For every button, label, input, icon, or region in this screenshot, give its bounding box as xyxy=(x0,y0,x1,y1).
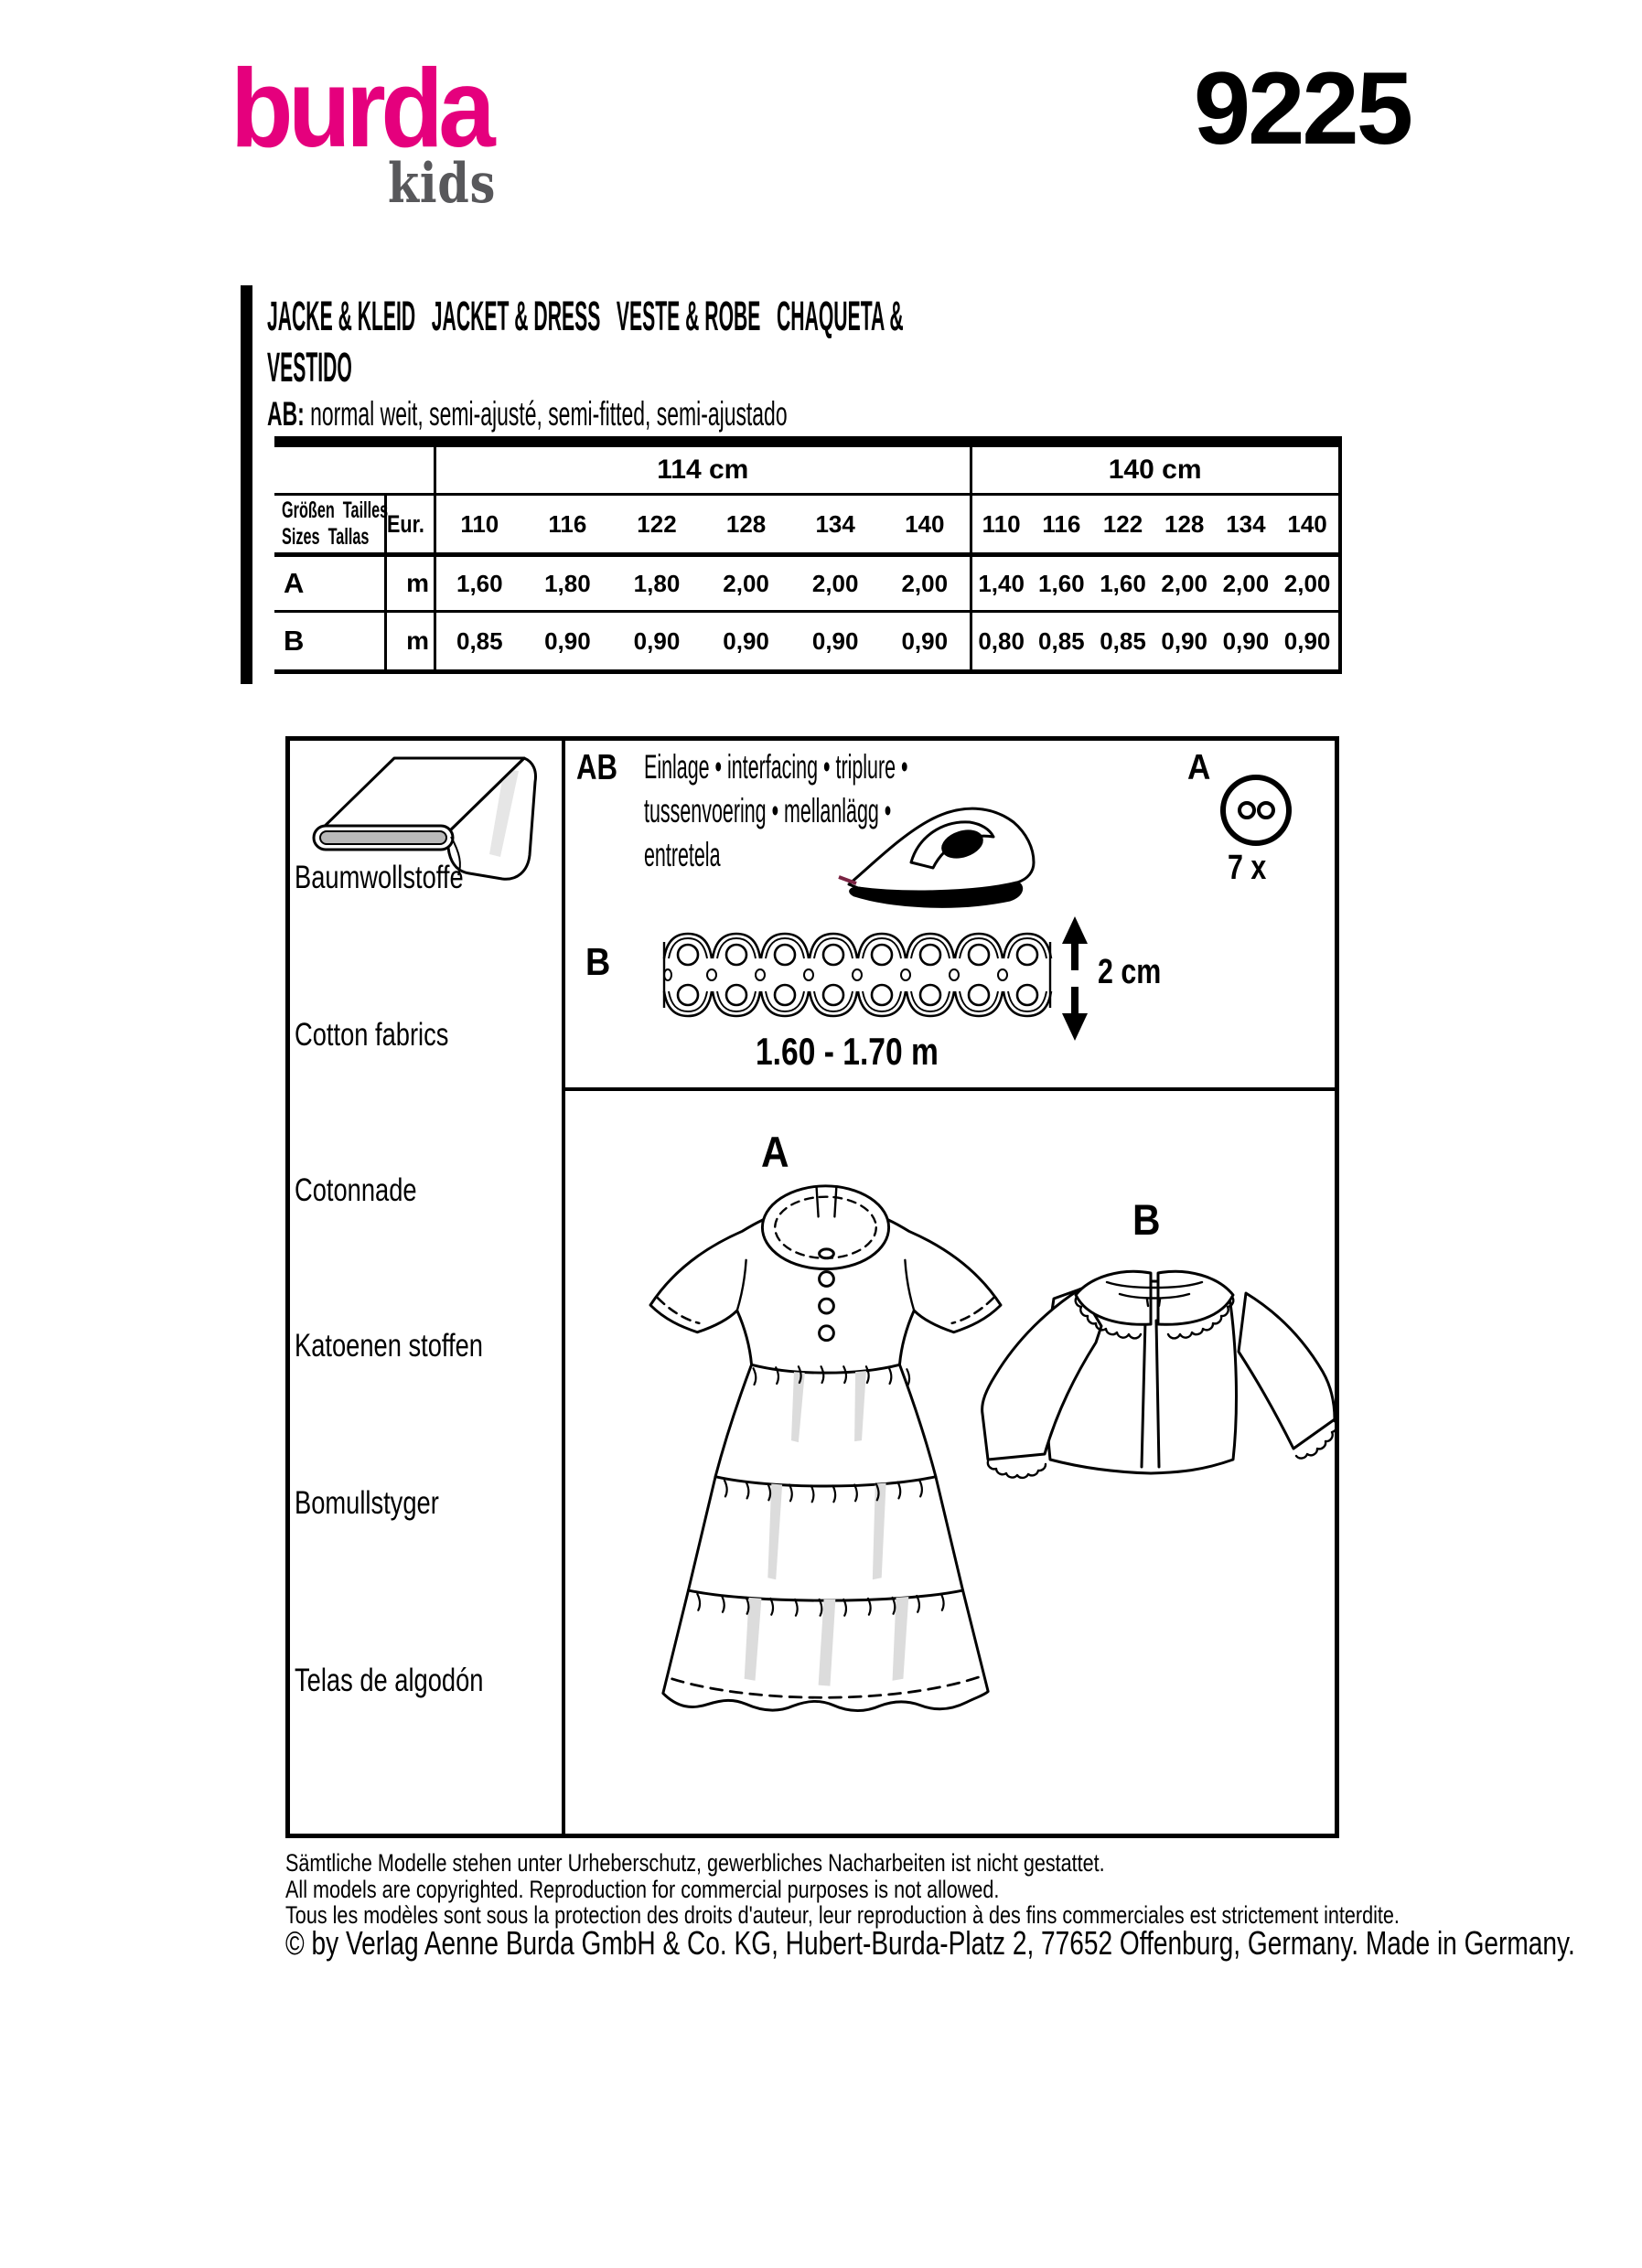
row-label-A: A xyxy=(274,557,384,613)
interfacing-text-line2: tussenvoering • mellanlägg • xyxy=(644,792,892,829)
button-icon xyxy=(1217,771,1295,850)
yardage-cell: 0,90 xyxy=(901,626,949,655)
yardage-cell: 1,60 xyxy=(1031,557,1092,613)
yardage-cell: 0,85 xyxy=(1100,626,1146,655)
fit-description xyxy=(267,395,1106,433)
material-label-en: Cotton fabrics xyxy=(295,1017,449,1053)
width-group-140: 140 cm xyxy=(970,447,1338,496)
material-label-de: Baumwollstoffe xyxy=(295,860,464,895)
box-vertical-divider xyxy=(562,741,565,1834)
trim-length: 1.60 - 1.70 m xyxy=(756,1030,939,1073)
interfacing-text-line3: entretela xyxy=(644,836,721,873)
iron-icon xyxy=(834,782,1054,924)
copyright-line-de: Sämtliche Modelle stehen unter Urheberschutz, gewerbliches Nacharbeiten ist nicht gestattet. xyxy=(285,1849,1105,1877)
jacket-drawing xyxy=(957,1236,1336,1507)
yardage-cell: 1,60 xyxy=(434,557,523,613)
unit-cell: m xyxy=(384,613,434,669)
size-col: 122 xyxy=(1092,496,1154,557)
box-horizontal-divider xyxy=(562,1087,1335,1091)
eur-header-cell: Eur. xyxy=(384,496,434,557)
size-col: 134 xyxy=(790,496,880,557)
garment-title-line2: VESTIDO xyxy=(267,344,352,390)
trim-width: 2 cm xyxy=(1098,953,1162,991)
material-label-nl: Katoenen stoffen xyxy=(295,1328,483,1364)
yardage-cell: 2,00 xyxy=(1215,557,1276,613)
kids-logo: kids xyxy=(388,152,497,216)
copyright-line-fr: Tous les modèles sont sous la protection des droits d'auteur, leur reproduction à des fins commerciales est strictement interdite. xyxy=(285,1901,1400,1929)
pattern-number: 9225 xyxy=(1193,51,1411,166)
lace-trim-icon xyxy=(660,931,1054,1019)
size-col: 128 xyxy=(1154,496,1215,557)
burda-logo: burda xyxy=(231,46,491,170)
size-col: 128 xyxy=(702,496,791,557)
interfacing-views-label: AB xyxy=(576,748,618,787)
yardage-cell: 2,00 xyxy=(1154,557,1215,613)
yardage-cell: 2,00 xyxy=(1277,557,1338,613)
table-top-bar xyxy=(274,436,1342,447)
yardage-cell: 0,90 xyxy=(544,626,591,655)
material-label-fr: Cotonnade xyxy=(295,1172,417,1208)
jacket-view-label: B xyxy=(1132,1195,1161,1244)
size-col: 140 xyxy=(880,496,970,557)
yardage-cell: 2,00 xyxy=(880,557,970,613)
yardage-cell: 1,60 xyxy=(1092,557,1154,613)
yardage-cell: 0,90 xyxy=(1161,626,1208,655)
unit-cell: m xyxy=(384,557,434,613)
size-col: 110 xyxy=(970,496,1031,557)
table-corner-cell xyxy=(274,447,434,496)
dress-view-label: A xyxy=(761,1128,789,1176)
material-label-es: Telas de algodón xyxy=(295,1663,484,1698)
size-col: 110 xyxy=(434,496,523,557)
yardage-cell: 2,00 xyxy=(790,557,880,613)
yardage-cell: 0,90 xyxy=(723,626,769,655)
yardage-cell: 1,80 xyxy=(612,557,702,613)
publisher-line: © by Verlag Aenne Burda GmbH & Co. KG, Hubert-Burda-Platz 2, 77652 Offenburg, Germany. Made in Germany. xyxy=(285,1924,1575,1962)
sizes-header-cell: Größen Tailles Sizes Tallas xyxy=(274,496,384,557)
width-group-114: 114 cm xyxy=(434,447,970,496)
interfacing-text-line1: Einlage • interfacing • triplure • xyxy=(644,748,908,786)
arrow-vertical-icon xyxy=(1059,915,1090,1043)
fit-views-label: AB: xyxy=(267,395,305,433)
garment-title-line1: JACKE & KLEID JACKET & DRESS VESTE & ROBE CHAQUETA & xyxy=(267,293,904,339)
yardage-cell: 1,40 xyxy=(970,557,1031,613)
material-label-sv: Bomullstyger xyxy=(295,1485,439,1521)
yardage-cell: 0,90 xyxy=(1283,626,1331,655)
button-view-label: A xyxy=(1187,748,1211,787)
yardage-cell: 0,85 xyxy=(1038,626,1085,655)
yardage-cell: 0,80 xyxy=(970,613,1031,669)
size-col: 134 xyxy=(1215,496,1276,557)
yardage-cell: 0,85 xyxy=(434,613,523,669)
fit-text: normal weit, semi-ajusté, semi-fitted, semi-ajustado xyxy=(304,395,788,433)
size-col: 140 xyxy=(1277,496,1338,557)
yardage-cell: 0,90 xyxy=(1222,626,1270,655)
yardage-cell: 2,00 xyxy=(702,557,791,613)
yardage-cell: 0,90 xyxy=(633,626,681,655)
size-col: 122 xyxy=(612,496,702,557)
yardage-cell: 1,80 xyxy=(523,557,613,613)
trim-view-label: B xyxy=(585,940,611,983)
title-accent-bar xyxy=(241,285,252,684)
size-col: 116 xyxy=(1031,496,1092,557)
row-label-B: B xyxy=(284,625,305,657)
yardage-cell: 0,90 xyxy=(811,626,859,655)
button-count: 7 x xyxy=(1228,849,1267,887)
fabric-requirements-table xyxy=(274,436,1338,674)
size-col: 116 xyxy=(523,496,613,557)
copyright-line-en: All models are copyrighted. Reproduction for commercial purposes is not allowed. xyxy=(285,1876,1000,1903)
